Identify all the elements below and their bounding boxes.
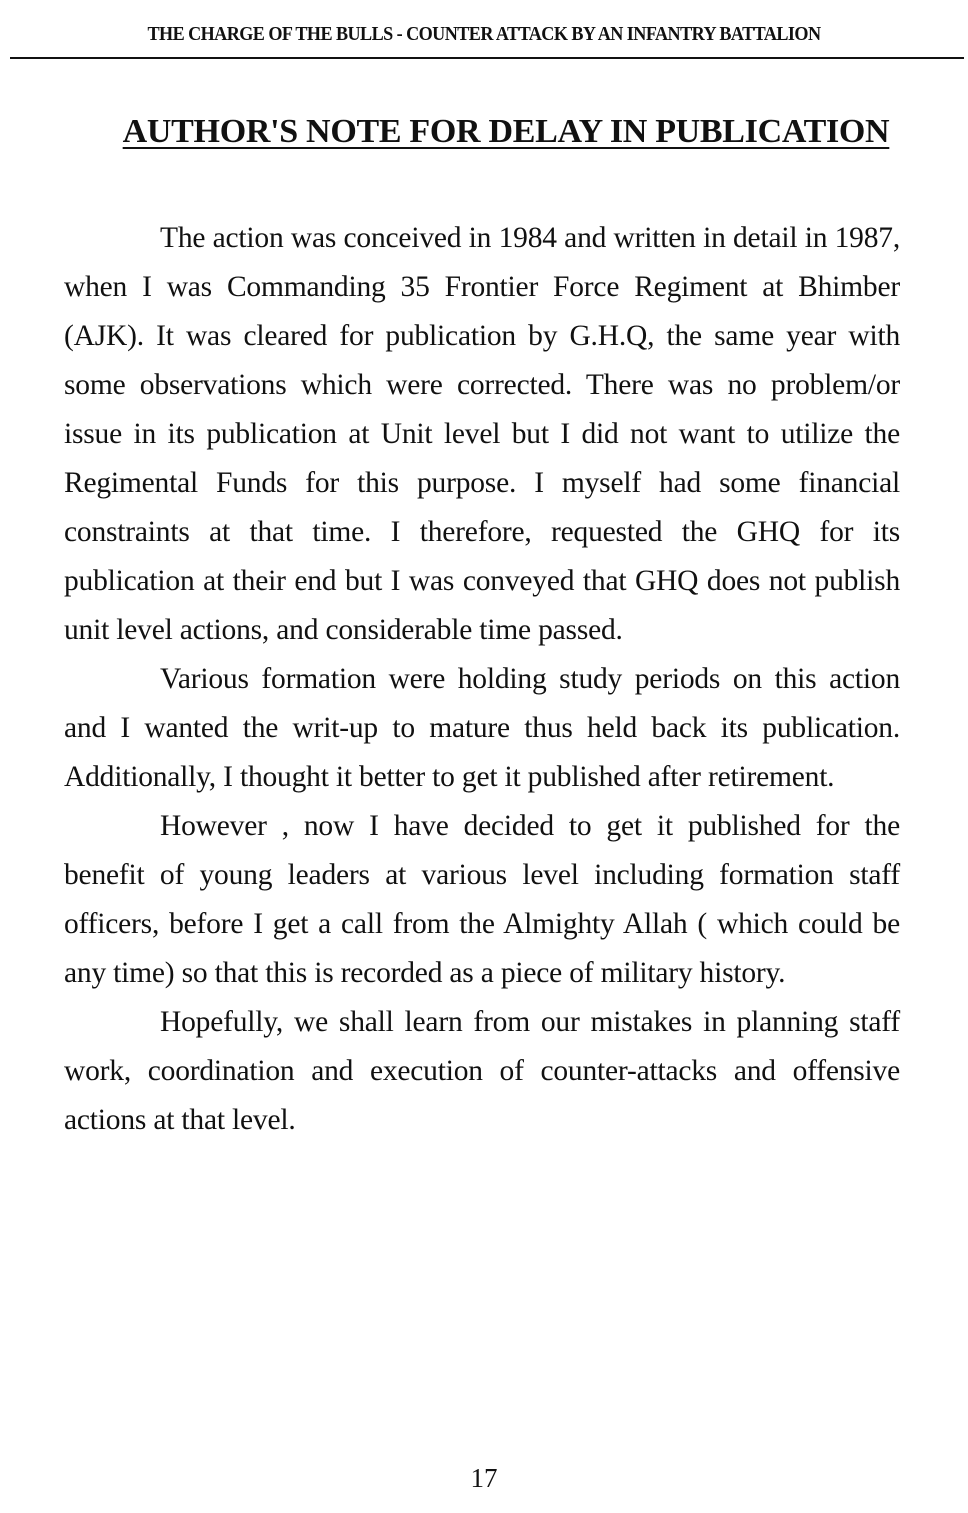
paragraph: However , now I have decided to get it published for the benefit of young leaders at various level including formation staff officers, before I get a call from the Almighty Allah ( which could be any time) so that this is recorded as a piece of military history. xyxy=(64,810,900,989)
running-header: THE CHARGE OF THE BULLS - COUNTER ATTACK BY AN INFANTRY BATTALION xyxy=(147,24,821,45)
header-rule xyxy=(10,57,964,59)
paragraph: Various formation were holding study periods on this action and I wanted the writ-up to mature thus held back its publication. Additionally, I thought it better to get it published after retirement. xyxy=(64,663,900,793)
paragraph: Hopefully, we shall learn from our mistakes in planning staff work, coordination and execution of counter-attacks and offensive actions at that level. xyxy=(64,1006,900,1136)
page-number: 17 xyxy=(470,1463,498,1493)
paragraph: The action was conceived in 1984 and written in detail in 1987, when I was Commanding 35 Frontier Force Regiment at Bhimber (AJK). It was cleared for publication by G.H.Q, the same year with some observations which were corrected. There was no problem/or issue in its publication at Unit level but I did not want to utilize the Regimental Funds for this purpose. I myself had some financial constraints at that time. I therefore, requested the GHQ for its publication at their end but I was conveyed that GHQ does not publish unit level actions, and considerable time passed. xyxy=(64,222,900,646)
body-text xyxy=(64,214,900,1145)
page-title: AUTHOR'S NOTE FOR DELAY IN PUBLICATION xyxy=(122,113,890,150)
